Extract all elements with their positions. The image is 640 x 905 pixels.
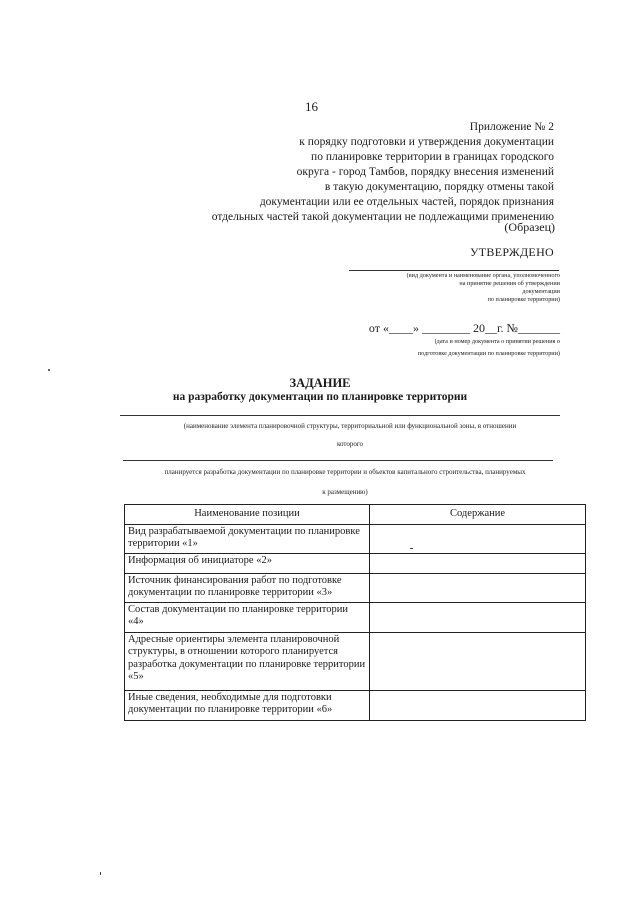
approval-caption-line: документации [522,288,560,295]
date-number-line: от «____» ________ 20__г. №_______ [368,321,560,335]
table-header-row [125,505,586,525]
approval-caption [330,272,560,304]
appendix-line: округа - город Тамбов, порядку внесения изменений [296,166,554,178]
task-table [124,504,585,721]
sample-label: (Образец) [504,220,555,234]
table-row [125,632,586,690]
approval-caption-line: (вид документа и наименование органа, уполномоченного [406,272,560,279]
position-name-cell: Адресные ориентиры элемента планировочной структуры, в отношении которого планируется разработка документации по планировке территории «5» [125,632,370,690]
position-name-cell: Иные сведения, необходимые для подготовки документации по планировке территории «6» [125,690,370,720]
document-title: ЗАДАНИЕ [289,376,351,390]
table-row [125,602,586,632]
date-caption [330,336,560,360]
approval-caption-line: по планировке территории) [487,296,560,303]
appendix-header [174,120,554,225]
appendix-line: Приложение № 2 [469,121,554,133]
table-row [125,573,586,602]
content-cell[interactable] [370,524,586,553]
scan-speck [48,369,50,371]
table-row [125,553,586,573]
appendix-line: к порядку подготовки и утверждения документации [299,136,554,148]
caption-line: (наименование элемента планировочной структуры, территориальной или функциональной зоны, в отношении [183,422,517,430]
approval-caption-line: на принятие решения об утверждении [459,280,560,287]
appendix-line: в такую документацию, порядку отмены такой [324,181,554,193]
position-name-cell: Состав документации по планировке территории «4» [125,602,370,632]
caption-line: планируется разработка документации по планировке территории и объектов капитального строительства, планируемых [164,468,526,476]
appendix-line: по планировке территории в границах городского [311,151,554,163]
element-name-caption [130,417,570,453]
header-position-name: Наименование позиции [125,505,370,525]
date-caption-line: подготовке документации по планировке территории) [417,350,560,357]
date-caption-line: (дата и номер документа о принятии решения о [434,338,560,345]
caption-line: которого [336,440,364,448]
header-content: Содержание [370,505,586,525]
content-cell[interactable] [370,553,586,573]
position-name-cell: Источник финансирования работ по подготовке документации по планировке территории «3» [125,573,370,602]
table-row [125,690,586,720]
appendix-line: отдельных частей такой документации не подлежащими применению [211,211,554,223]
table-row [125,524,586,553]
element-name-line [120,415,560,416]
document-subtitle: на разработку документации по планировке территории [172,391,468,403]
page-number: 16 [305,99,318,114]
content-cell[interactable] [370,690,586,720]
approved-label: УТВЕРЖДЕНО [469,245,554,259]
content-cell[interactable] [370,602,586,632]
caption-line: к размещению) [322,488,368,496]
scan-speck [410,548,413,549]
position-name-cell: Информация об инициаторе «2» [125,553,370,573]
position-name-cell: Вид разрабатываемой документации по планировке территории «1» [125,524,370,553]
content-cell[interactable] [370,573,586,602]
approval-signature-line [349,270,559,271]
development-line [123,460,553,461]
development-caption [110,462,580,502]
appendix-line: документации или ее отдельных частей, порядок признания [259,196,554,208]
scan-speck [100,872,101,875]
content-cell[interactable] [370,632,586,690]
